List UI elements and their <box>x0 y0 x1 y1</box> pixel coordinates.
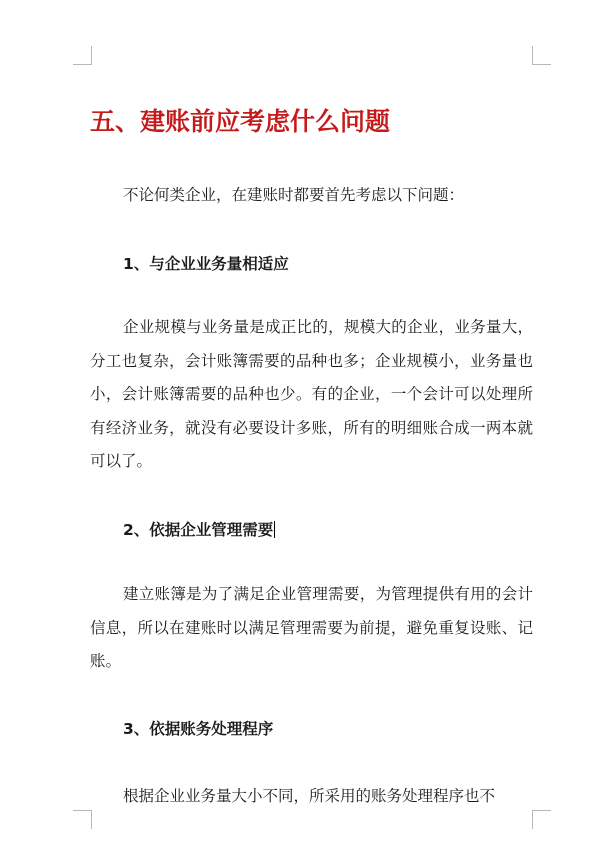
section-title: 五、建账前应考虑什么问题 <box>90 107 391 136</box>
text-cursor <box>274 521 275 538</box>
heading-1: 1、与企业业务量相适应 <box>123 255 289 273</box>
paragraph-3: 根据企业业务量大小不同，所采用的账务处理程序也不 <box>123 787 496 805</box>
heading-3: 3、依据账务处理程序 <box>123 720 274 738</box>
paragraph-1: 企业规模与业务量是成正比的，规模大的企业，业务量大，分工也复杂，会计账簿需要的品种也多；企业规模小，业务量也小，会计账簿需要的品种也少。有的企业，一个会计可以处理所有经济业务，就没有必要设计多账，所有的明细账合成一两本就可以了。 <box>90 318 533 470</box>
paragraph-3-wrapper <box>90 783 533 810</box>
heading-2-text: 2、依据企业管理需要 <box>123 521 274 539</box>
heading-2 <box>123 518 275 542</box>
margin-corner-bottom-right <box>532 810 551 829</box>
intro-paragraph: 不论何类企业，在建账时都要首先考虑以下问题： <box>123 186 465 204</box>
margin-corner-top-right <box>532 46 551 65</box>
margin-corner-bottom-left <box>73 810 92 829</box>
paragraph-2: 建立账簿是为了满足企业管理需要，为管理提供有用的会计信息，所以在建账时以满足管理需要为前提，避免重复设账、记账。 <box>90 585 533 670</box>
margin-corner-top-left <box>73 46 92 65</box>
